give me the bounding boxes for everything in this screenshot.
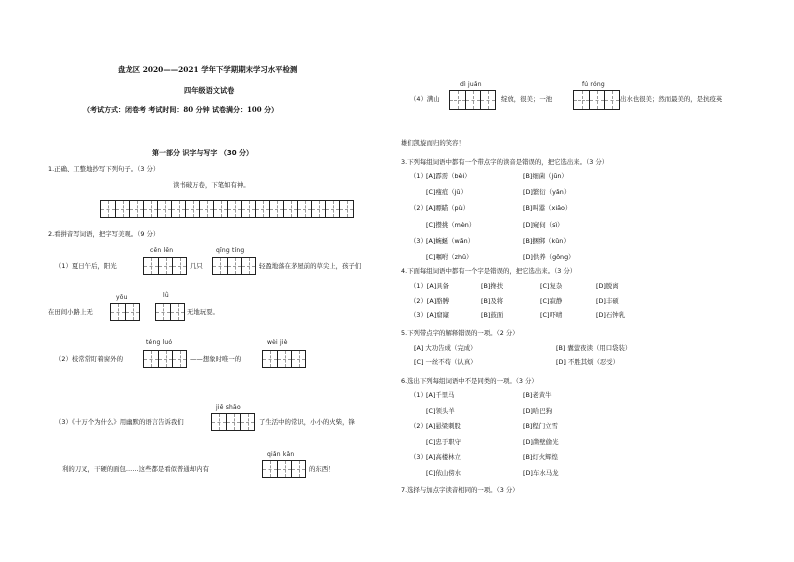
answer-grid-weijie[interactable] bbox=[262, 350, 306, 368]
q6-option: （1） bbox=[410, 391, 427, 399]
q6-option: [A]千里马 bbox=[426, 391, 455, 399]
q1-label: 1.正确、工整地抄写下列句子。（3 分） bbox=[48, 165, 160, 173]
q1-writing-grid[interactable] bbox=[100, 200, 354, 218]
q3-option: [B]捆绑（kǔn） bbox=[523, 236, 570, 245]
q4-label: 4.下面每组词语中都有一个字是错误的，把它选出来。（3 分） bbox=[401, 267, 577, 275]
q6-option: [B]灯火辉煌 bbox=[523, 453, 558, 461]
q6-option: （2） bbox=[410, 422, 427, 430]
pinyin-qingting: qīng tíng bbox=[216, 247, 245, 254]
pinyin-you: yōu bbox=[116, 294, 128, 301]
answer-grid-cenlen[interactable] bbox=[143, 257, 187, 275]
q6-option: [C]依山傍水 bbox=[426, 468, 462, 477]
q6-option: [B]老黄牛 bbox=[523, 391, 552, 399]
q6-label: 6.选出下列每组词语中不是同类的一项。（3 分） bbox=[401, 377, 538, 385]
q6-option: [D]凿壁偷光 bbox=[523, 437, 559, 446]
q7-label: 7.选择与加点字读音相同的一项。（3 分） bbox=[401, 486, 519, 494]
q2-line1-suffix: 轻盈地落在茅屋前的草尖上，孩子们 bbox=[259, 262, 362, 270]
answer-grid-lv[interactable] bbox=[155, 303, 185, 321]
pinyin-cenlen: cēn lēn bbox=[150, 247, 174, 254]
q2-line5-prefix: 利的刀叉，干硬的面包……这些都是看似普通却内有 bbox=[62, 465, 209, 473]
q2-4-prefix: （4）满山 bbox=[410, 95, 440, 103]
q4-option: [C]吓晴 bbox=[540, 311, 563, 319]
q2-line1-mid: 几只 bbox=[190, 262, 203, 270]
q3-option: [C]嘱咐（zhǔ） bbox=[426, 253, 473, 261]
answer-grid-tengluo[interactable] bbox=[143, 350, 187, 368]
q2-line4-prefix: （3）《十万个为什么》用幽默的语言告诉我们 bbox=[55, 418, 184, 426]
q2-line3-mid: ——想象时唯一的 bbox=[190, 355, 242, 363]
q5-label: 5.下列带点字的解释错误的一项。（2 分） bbox=[401, 329, 519, 337]
q3-option: [D]供养（gōng） bbox=[523, 253, 575, 261]
q6-option: [D]车水马龙 bbox=[523, 468, 559, 477]
q2-line1-prefix: （1）夏日午后，阳光 bbox=[55, 262, 117, 270]
q2-4-mid: 绽放，很美；一池 bbox=[501, 95, 553, 103]
q5-option: [A] 大功告成（完成） bbox=[414, 344, 477, 352]
pinyin-dijuan: dì juǎn bbox=[460, 81, 482, 88]
q4-option: [B]搀扶 bbox=[481, 282, 504, 290]
answer-grid-you[interactable] bbox=[110, 303, 140, 321]
q5-option: [C] 一丝不苟（认真） bbox=[414, 358, 477, 366]
q2-line5-suffix: 的东西！ bbox=[309, 465, 335, 473]
q2-line4-suffix: 了生活中的常识，小小的火柴，锋 bbox=[259, 418, 355, 426]
q3-option: （1） bbox=[410, 172, 427, 180]
q3-label: 3.下列每组词语中都有一个带点字的读音是错误的，把它选出来。（3 分） bbox=[401, 158, 609, 166]
q6-option: [C]忠于职守 bbox=[426, 437, 462, 446]
answer-grid-qingting[interactable] bbox=[212, 257, 256, 275]
answer-grid-furong[interactable] bbox=[573, 90, 620, 110]
q4-option: （3）[A]窟窿 bbox=[410, 311, 449, 319]
q3-option: （2） bbox=[410, 204, 427, 213]
q1-sentence: 读书破万卷，下笔如有神。 bbox=[173, 181, 250, 189]
q2-line3-prefix: （2）枝常常盯着窗外的 bbox=[55, 355, 123, 363]
q6-option: [C]领头羊 bbox=[426, 406, 455, 415]
q2-line2-prefix: 在田间小路上无 bbox=[48, 308, 93, 316]
exam-title: 盘龙区 2020——2021 学年下学期期末学习水平检测 bbox=[118, 65, 298, 74]
q3-option: [B]细菌（jūn） bbox=[523, 172, 568, 180]
q3-option: [A]蜿蜒（wǎn） bbox=[426, 236, 475, 245]
q2-line2-suffix: 无地玩耍。 bbox=[187, 308, 219, 316]
q4-option: [B]鼓面 bbox=[481, 311, 504, 319]
pinyin-furong: fú róng bbox=[582, 81, 605, 88]
pinyin-qiankan: qiǎn kǎn bbox=[267, 451, 295, 458]
q4-option: [C]复杂 bbox=[540, 282, 563, 290]
answer-grid-jieshao[interactable] bbox=[211, 413, 255, 431]
q4-option: [D]丰硕 bbox=[596, 296, 619, 305]
q6-option: [A]悬梁刺股 bbox=[426, 422, 461, 430]
q2-4-continuation: 雄们凯旋而归的笑容！ bbox=[401, 139, 465, 147]
pinyin-lv: lǜ bbox=[163, 292, 169, 299]
q3-option: [C]瘦疽（jū） bbox=[426, 188, 467, 197]
pinyin-tengluo: téng luó bbox=[146, 339, 173, 346]
q3-option: [A]霹雳（bèi） bbox=[426, 172, 471, 180]
q5-option: [B] 囊萤夜读（用口袋装） bbox=[556, 344, 632, 352]
part1-heading: 第一部分 识字与写字 （30 分） bbox=[152, 149, 254, 157]
q4-option: [C]寂静 bbox=[540, 296, 563, 305]
q3-option: [D]窥伺（sì） bbox=[523, 220, 564, 229]
q4-option: [D]脱离 bbox=[596, 282, 619, 290]
answer-grid-qiankan[interactable] bbox=[262, 460, 306, 478]
exam-info: （考试方式：闭卷考 考试时间：80 分钟 试卷满分：100 分） bbox=[83, 105, 279, 114]
pinyin-weijie: wèi jiè bbox=[267, 339, 288, 346]
q4-option: （1）[A]具备 bbox=[410, 282, 449, 290]
q6-option: （3） bbox=[410, 453, 427, 461]
q6-option: [A]高楼林立 bbox=[426, 453, 461, 461]
q3-option: （3） bbox=[410, 236, 427, 245]
exam-subtitle: 四年级语文试卷 bbox=[184, 86, 235, 95]
q5-option: [D] 不胜其烦（忍受） bbox=[556, 358, 620, 366]
q3-option: [A]瞟瞄（pù） bbox=[426, 204, 470, 213]
q3-option: [C]攒挑（mèn） bbox=[426, 220, 476, 229]
pinyin-jieshao: jiē shāo bbox=[216, 404, 241, 411]
q2-4-suffix: 出水也很美；然而最美的，是抗疫英 bbox=[620, 95, 723, 103]
q4-option: [B]及将 bbox=[481, 296, 504, 305]
q6-option: [B]程门立雪 bbox=[523, 422, 558, 430]
answer-grid-dijuan[interactable] bbox=[449, 90, 496, 110]
q6-option: [D]哈巴狗 bbox=[523, 406, 553, 415]
q3-option: [D]繁衍（yǎn） bbox=[523, 188, 571, 197]
q3-option: [B]叫嚣（xiāo） bbox=[523, 204, 572, 213]
q2-label: 2.看拼音写词语，把字写美观。（9 分） bbox=[48, 230, 160, 238]
q4-option: （2）[A]胳膊 bbox=[410, 296, 449, 305]
q4-option: [D]石钟乳 bbox=[596, 311, 626, 319]
